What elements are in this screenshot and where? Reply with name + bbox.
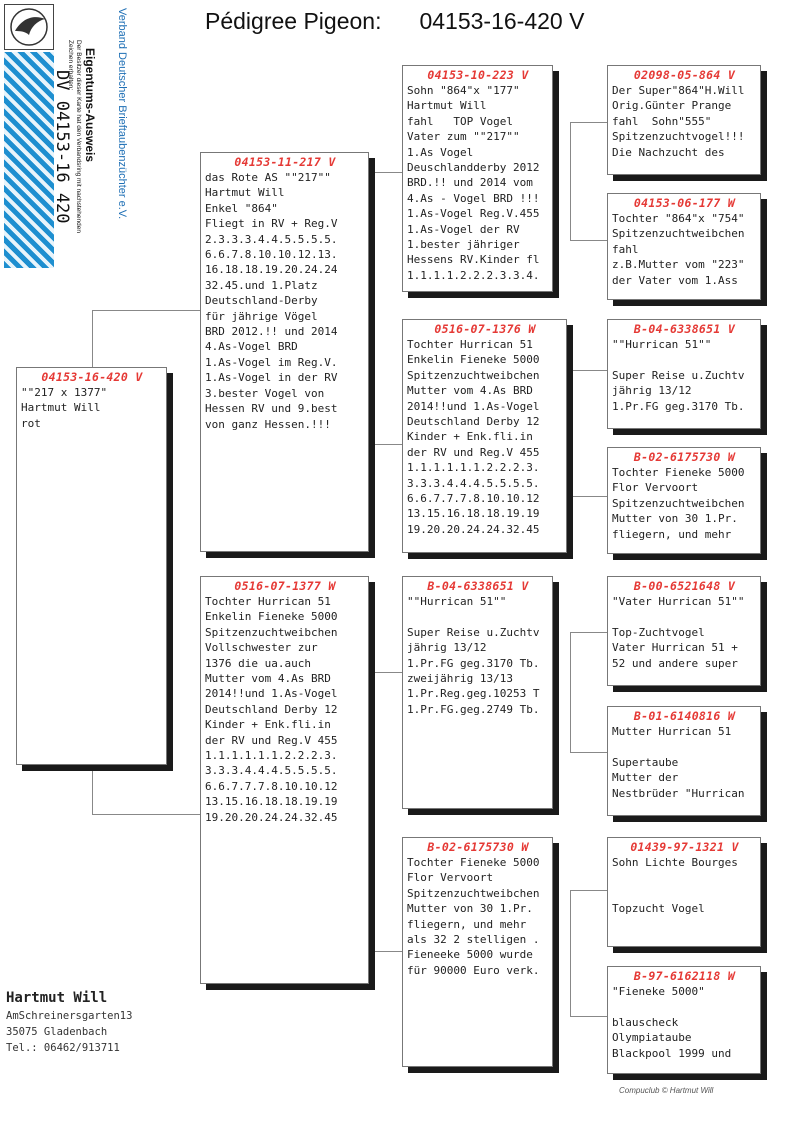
owner-phone: Tel.: 06462/913711 [6,1042,120,1054]
badge-title: Eigentums-Ausweis [83,48,97,163]
connector-line [370,672,403,673]
pigeon-notes: Tochter Fieneke 5000 Flor Vervoort Spitzenzuchtweibchen Mutter von 30 1.Pr. fliegern, und mehr [612,466,745,541]
connector-line [570,890,608,891]
connector-line [570,240,608,241]
connector-line [570,752,608,753]
ring-number: B-02-6175730 W [427,840,529,854]
connector-line [570,370,608,371]
pigeon-card-paternal-grandmother [402,319,567,553]
owner-city: 35075 Gladenbach [6,1026,108,1038]
badge-ring: DV 04153-16 420 [52,70,72,224]
connector-line [92,764,93,814]
connector-line [570,890,571,1016]
ring-number: 04153-06-177 W [633,196,736,210]
footer-credit: Compuclub © Hartmut Will [619,1086,714,1095]
ring-number: B-00-6521648 V [633,579,736,593]
title-ring-number: 04153-16-420 V [419,8,585,34]
ring-number: B-04-6338651 V [427,579,529,593]
connector-line [92,814,201,815]
badge-association: Verband Deutscher Brieftaubenzüchter e.V. [116,8,128,220]
ownership-card [0,0,142,276]
ring-number: B-02-6175730 W [633,450,736,464]
pigeon-card-subject [16,367,167,765]
ring-number: 04153-11-217 V [234,155,336,169]
pigeon-card-ggf-2 [607,319,761,429]
pigeon-card-ggm-2 [607,447,761,554]
pigeon-card-father [200,152,369,552]
owner-street: AmSchreinersgarten13 [6,1010,133,1022]
connector-line [570,370,571,496]
pigeon-logo-icon [4,4,54,50]
title-label: Pédigree Pigeon: [205,8,382,34]
ring-number: 01439-97-1321 V [630,840,739,854]
connector-line [570,122,608,123]
pigeon-card-mother [200,576,369,984]
ring-number: 04153-16-420 V [41,370,143,384]
connector-line [570,1016,608,1017]
pigeon-notes: Tochter Fieneke 5000 Flor Vervoort Spitzenzuchtweibchen Mutter von 30 1.Pr. fliegern, und mehr als 32 2 stelligen . Fieneeke 5000 wurde für 90000 Euro verk. [407,856,540,977]
connector-line [570,632,571,752]
ring-number: 02098-05-864 V [633,68,736,82]
pigeon-notes: Tochter "864"x "754" Spitzenzuchtweibchen fahl z.B.Mutter vom "223" der Vater vom 1.Ass [612,212,745,287]
connector-line [370,172,403,173]
pigeon-card-ggm-3 [607,706,761,816]
pigeon-notes: Mutter Hurrican 51 Supertaube Mutter der Nestbrüder "Hurrican [612,725,745,800]
connector-line [570,496,608,497]
pigeon-card-ggf-3 [607,576,761,686]
pigeon-notes: Sohn Lichte Bourges Topzucht Vogel [612,856,738,916]
pigeon-notes: "Fieneke 5000" blauscheck Olympiataube Blackpool 1999 und [612,985,732,1060]
pigeon-card-ggf-1 [607,65,761,175]
page-title [205,8,584,35]
ring-number: 0516-07-1376 W [434,322,536,336]
pigeon-notes: ""217 x 1377" Hartmut Will rot [21,386,108,430]
connector-line [370,444,403,445]
connector-line [370,951,403,952]
pigeon-notes: ""Hurrican 51"" Super Reise u.Zuchtv jährig 13/12 1.Pr.FG geg.3170 Tb. zweijährig 13/13 1.Pr.Reg.geg.10253 T 1.Pr.FG.geg.2749 Tb. [407,595,540,716]
ring-number: B-04-6338651 V [633,322,736,336]
connector-line [370,172,371,444]
pigeon-notes: "Vater Hurrican 51"" Top-Zuchtvogel Vater Hurrican 51 + 52 und andere super [612,595,745,670]
connector-line [570,122,571,240]
pigeon-notes: Sohn "864"x "177" Hartmut Will fahl TOP Vogel Vater zum ""217"" 1.As Vogel Deuschlandderby 2012 BRD.!! und 2014 vom 4.As - Vogel BRD !!! 1.As-Vogel Reg.V.455 1.As-Vogel der RV 1.bester jähriger Hessens RV.Kinder fl 1.1.1.1.2.2.2.3.3.4. [407,84,540,282]
ring-number: B-01-6140816 W [633,709,736,723]
pigeon-card-ggm-4 [607,966,761,1074]
badge-note: Der Besitzer dieser Karte hat den Verbandsring mit nachstehenden Zeichen erhalten: [67,40,82,233]
pigeon-notes: Tochter Hurrican 51 Enkelin Fieneke 5000 Spitzenzuchtweibchen Vollschwester zur 1376 die ua.auch Mutter vom 4.As BRD 2014!!und 1.As-Vogel Deutschland Derby 12 Kinder + Enk.fli.in der RV und Reg.V 455 1.1.1.1.1.1.2.2.2.3. 3.3.3.4.4.4.5.5.5.5. 6.6.7.7.7.8.10.10.12 13.15.16.18.18.19.19 19.20.20.24.24.32.45 [205,595,338,824]
connector-line [370,672,371,951]
pigeon-card-ggm-1 [607,193,761,300]
pigeon-notes: ""Hurrican 51"" Super Reise u.Zuchtv jährig 13/12 1.Pr.FG geg.3170 Tb. [612,338,745,413]
pigeon-notes: Der Super"864"H.Will Orig.Günter Prange fahl Sohn"555" Spitzenzuchtvogel!!! Die Nachzucht des [612,84,745,159]
connector-line [570,632,608,633]
connector-line [92,310,201,311]
ring-number: 0516-07-1377 W [234,579,336,593]
ring-number: 04153-10-223 V [427,68,529,82]
pigeon-card-maternal-grandmother [402,837,553,1067]
owner-name: Hartmut Will [6,990,108,1006]
pigeon-card-paternal-grandfather [402,65,553,292]
connector-line [92,310,93,368]
owner-address [6,988,132,1056]
card-pattern [4,52,54,268]
pigeon-notes: das Rote AS ""217"" Hartmut Will Enkel "864" Fliegt in RV + Reg.V 2.3.3.3.4.4.5.5.5.5. 6.6.7.8.10.10.12.13. 16.18.18.19.20.24.24 32.45.und 1.Platz Deutschland-Derby für jährige Vögel BRD 2012.!! und 2014 4.As-Vogel BRD 1.As-Vogel im Reg.V. 1.As-Vogel in der RV 3.bester Vogel von Hessen RV und 9.best von ganz Hessen.!!! [205,171,338,431]
ring-number: B-97-6162118 W [633,969,736,983]
pigeon-card-ggf-4 [607,837,761,947]
pigeon-notes: Tochter Hurrican 51 Enkelin Fieneke 5000 Spitzenzuchtweibchen Mutter vom 4.As BRD 2014!!und 1.As-Vogel Deutschland Derby 12 Kinder + Enk.fli.in der RV und Reg.V 455 1.1.1.1.1.1.2.2.2.3. 3.3.3.4.4.4.5.5.5.5. 6.6.7.7.7.8.10.10.12 13.15.16.18.18.19.19 19.20.20.24.24.32.45 [407,338,540,536]
pigeon-card-maternal-grandfather [402,576,553,809]
